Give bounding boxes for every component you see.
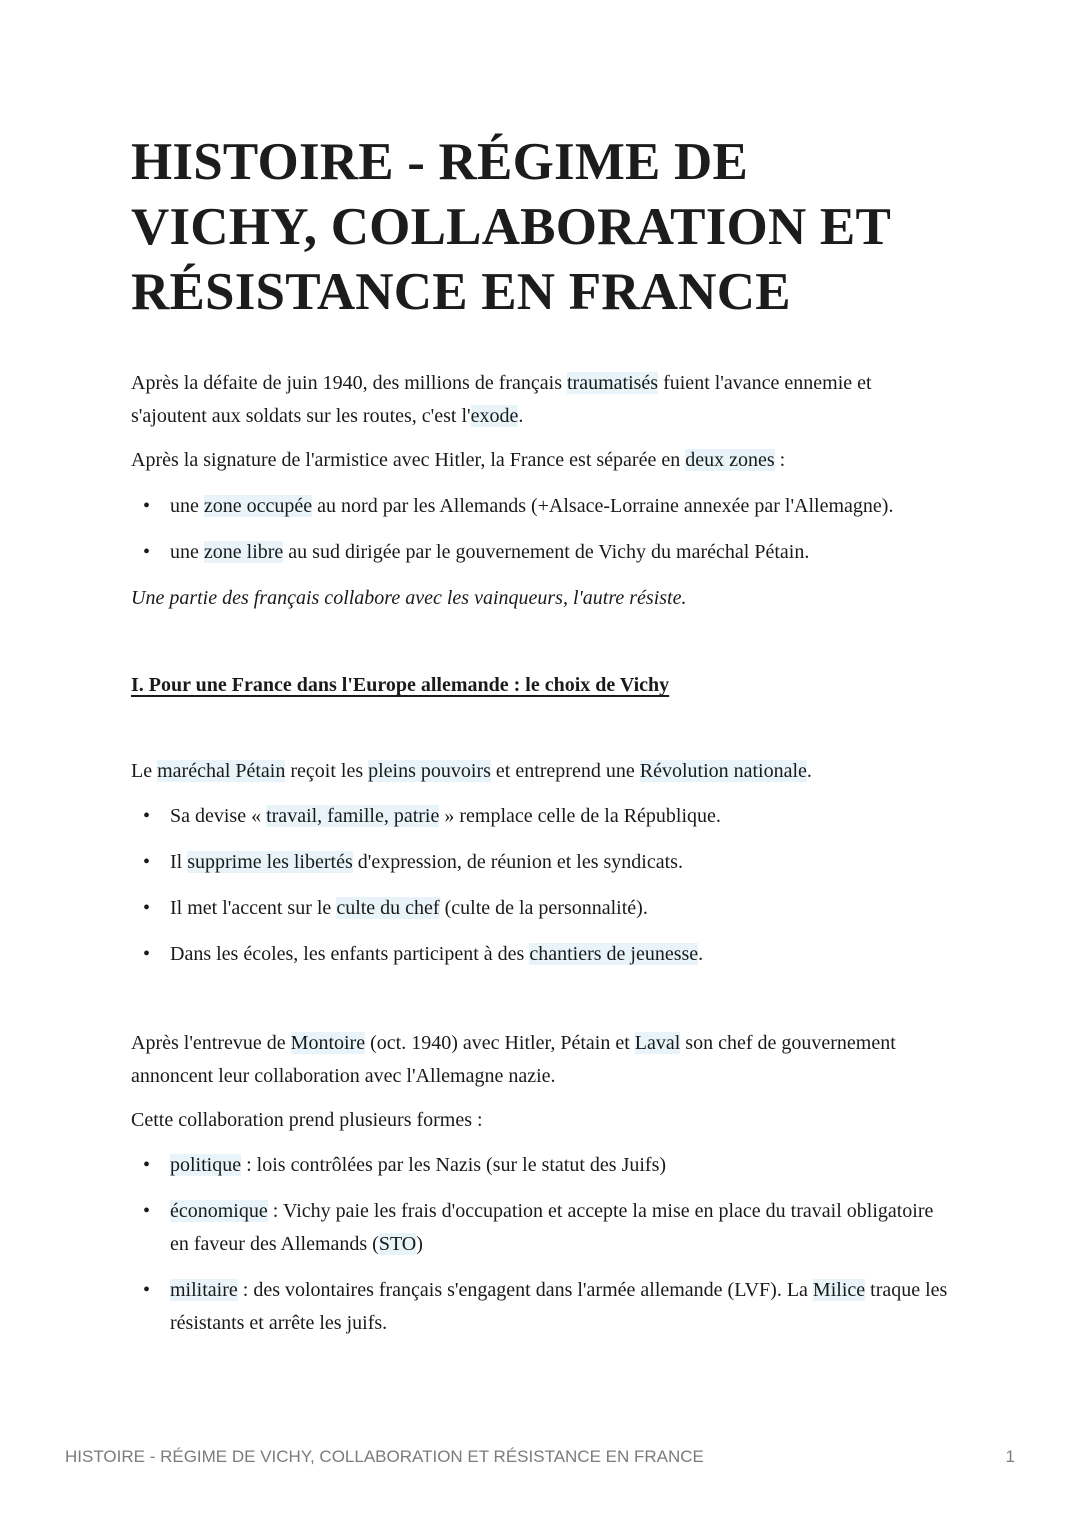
highlighted-keyword: Milice (812, 1279, 866, 1301)
text-segment: au sud dirigée par le gouvernement de Vichy du maréchal Pétain. (283, 541, 810, 563)
text-segment: ) (416, 1233, 423, 1255)
list-item (131, 1195, 951, 1261)
list-item (131, 938, 951, 971)
text-segment: Il met l'accent sur le (170, 897, 337, 919)
text-segment: Le (131, 760, 158, 782)
text-segment: fuient l'avance ennemie et s'ajoutent aux soldats sur les routes, c'est l' (131, 372, 872, 427)
text-segment: Après l'entrevue de (131, 1032, 291, 1054)
highlighted-keyword: deux zones (685, 449, 775, 471)
list-item (131, 846, 951, 879)
list-item (131, 536, 951, 569)
list-item (131, 1149, 951, 1182)
title-line: RÉSISTANCE EN FRANCE (131, 263, 791, 321)
text-segment: reçoit les (285, 760, 369, 782)
text-segment: traque les résistants et arrête les juifs. (170, 1279, 948, 1334)
highlighted-keyword: pleins pouvoirs (368, 760, 491, 782)
document-page (131, 130, 951, 1340)
title-line: HISTOIRE - RÉGIME DE (131, 133, 749, 191)
highlighted-keyword: chantiers de jeunesse (529, 943, 699, 965)
text-segment: une (170, 495, 204, 517)
section1-paragraph-1 (131, 755, 951, 788)
highlighted-keyword: culte du chef (336, 897, 440, 919)
page-title (131, 130, 951, 325)
intro-paragraph-1 (131, 367, 951, 433)
highlighted-keyword: politique (170, 1154, 242, 1176)
text-segment: Sa devise « (170, 805, 267, 827)
footer-title: HISTOIRE - RÉGIME DE VICHY, COLLABORATION ET RÉSISTANCE EN FRANCE (65, 1447, 704, 1466)
section1-paragraph-2 (131, 1027, 951, 1093)
highlighted-keyword: économique (170, 1200, 268, 1222)
text-segment: : (774, 449, 786, 471)
highlighted-keyword: travail, famille, patrie (266, 805, 440, 827)
page-footer (65, 1447, 1015, 1467)
text-segment: (oct. 1940) avec Hitler, Pétain et (365, 1032, 635, 1054)
text-segment: (culte de la personnalité). (439, 897, 648, 919)
text-segment: Après la défaite de juin 1940, des millions de français (131, 372, 567, 394)
text-segment: : des volontaires français s'engagent dans l'armée allemande (LVF). La (237, 1279, 813, 1301)
text-segment: une (170, 541, 204, 563)
title-line: VICHY, COLLABORATION ET (131, 198, 892, 256)
text-segment: : Vichy paie les frais d'occupation et accepte la mise en place du travail obligatoire en faveur des Allemands ( (170, 1200, 934, 1255)
list-item (131, 1274, 951, 1340)
highlighted-keyword: supprime les libertés (187, 851, 353, 873)
highlighted-keyword: Laval (634, 1032, 681, 1054)
page-number: 1 (1005, 1447, 1015, 1466)
highlighted-keyword: zone libre (203, 541, 284, 563)
text-segment: . (698, 943, 704, 965)
intro-paragraph-2 (131, 444, 951, 477)
highlighted-keyword: maréchal Pétain (157, 760, 286, 782)
highlighted-keyword: Montoire (290, 1032, 366, 1054)
list-item (131, 800, 951, 833)
highlighted-keyword: Révolution nationale (639, 760, 807, 782)
text-segment: . (518, 405, 524, 427)
text-segment: son chef de gouvernement annoncent leur collaboration avec l'Allemagne nazie. (131, 1032, 896, 1087)
text-segment: Après la signature de l'armistice avec Hitler, la France est séparée en (131, 449, 686, 471)
text-segment: d'expression, de réunion et les syndicats. (352, 851, 683, 873)
highlighted-keyword: zone occupée (203, 495, 313, 517)
highlighted-keyword: traumatisés (567, 372, 659, 394)
section-heading: I. Pour une France dans l'Europe allemande : le choix de Vichy (131, 674, 670, 696)
text-segment: et entreprend une (490, 760, 640, 782)
list-item (131, 490, 951, 523)
text-segment: » remplace celle de la République. (439, 805, 721, 827)
text-segment: : lois contrôlées par les Nazis (sur le statut des Juifs) (241, 1154, 667, 1176)
text-segment: Il (170, 851, 188, 873)
list-item (131, 892, 951, 925)
section1-paragraph-3: Cette collaboration prend plusieurs formes : (131, 1109, 483, 1131)
text-segment: . (806, 760, 812, 782)
highlighted-keyword: STO (378, 1233, 417, 1255)
highlighted-keyword: militaire (170, 1279, 238, 1301)
text-segment: au nord par les Allemands (+Alsace-Lorraine annexée par l'Allemagne). (312, 495, 894, 517)
intro-italic-note: Une partie des français collabore avec les vainqueurs, l'autre résiste. (131, 587, 687, 609)
text-segment: Dans les écoles, les enfants participent à des (170, 943, 530, 965)
highlighted-keyword: exode (470, 405, 519, 427)
